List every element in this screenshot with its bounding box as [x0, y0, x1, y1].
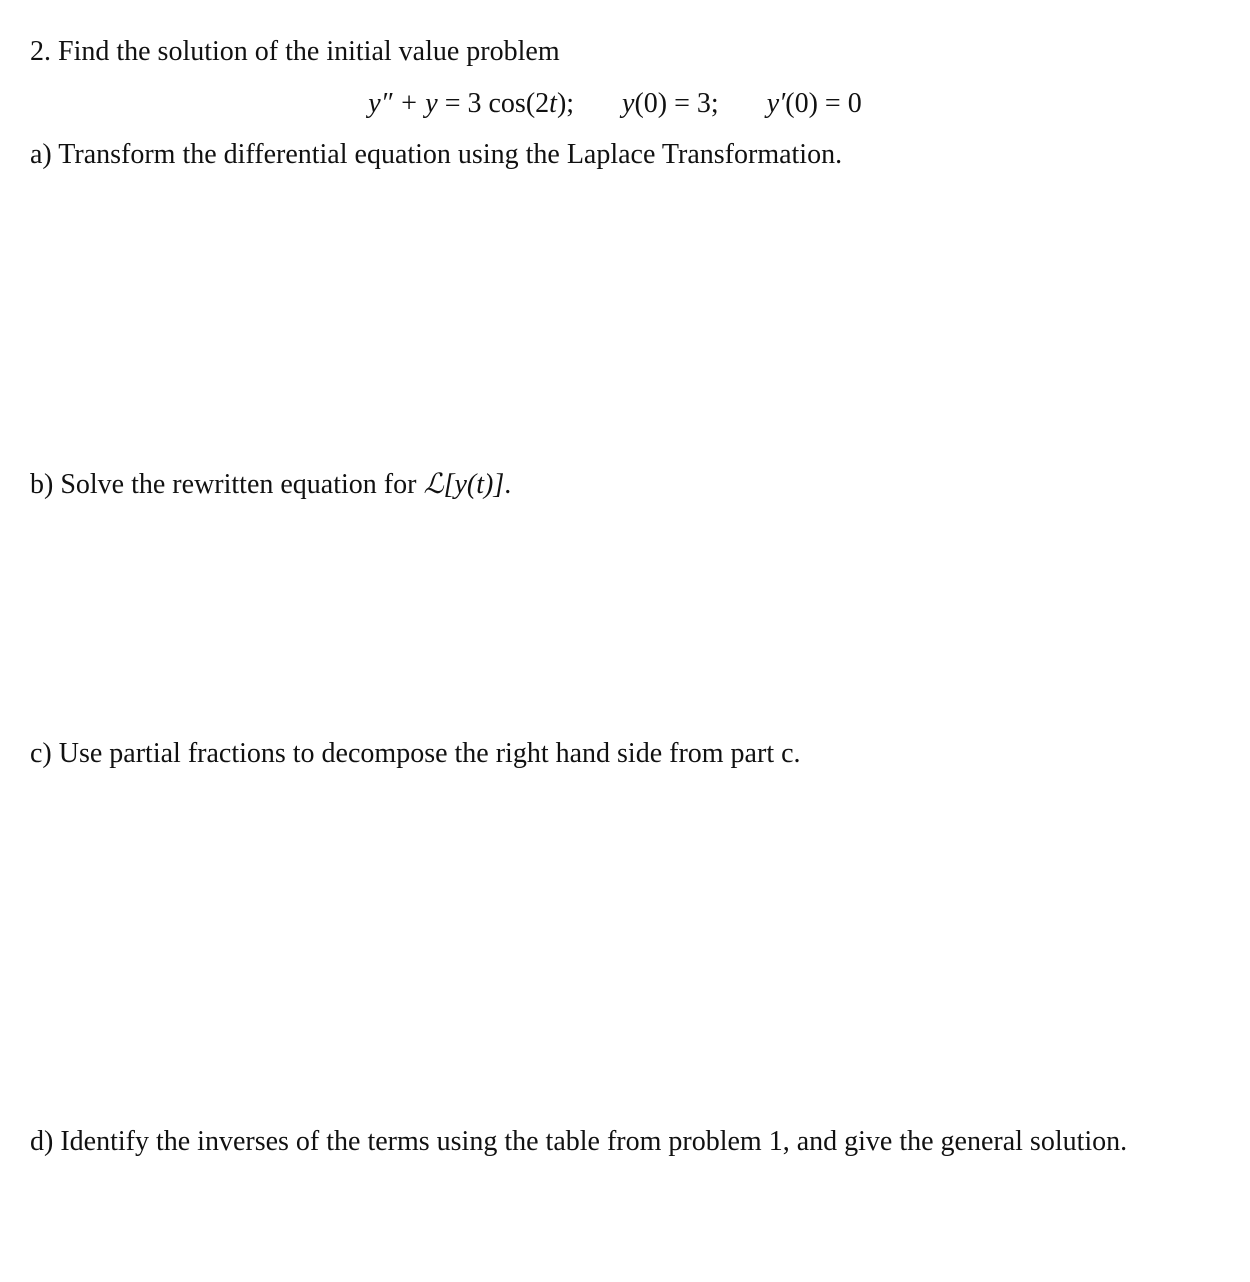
initial-value-equation: [0, 86, 1230, 122]
problem-intro: Find the solution of the initial value problem: [58, 36, 560, 67]
ode-rhs-var: t: [549, 88, 557, 119]
part-d: d) Identify the inverses of the terms using the table from problem 1, and give the general solution.: [30, 1126, 1128, 1157]
ic2-var: y′: [766, 88, 786, 119]
ode-lhs: y″ + y: [368, 88, 438, 119]
problem-number: 2.: [30, 36, 51, 67]
ode-rhs-fn: cos(2: [488, 88, 550, 119]
part-b-prefix: b) Solve the rewritten equation for: [30, 469, 424, 500]
part-b: [30, 466, 511, 503]
ic2-rest: (0) = 0: [785, 88, 862, 119]
laplace-symbol: ℒ: [423, 467, 444, 500]
ode-rhs-end: );: [556, 88, 575, 119]
ic1-rest: (0) = 3;: [634, 88, 719, 119]
ode-rhs-coef: 3: [467, 88, 489, 119]
ode-equals: =: [437, 88, 468, 119]
part-b-suffix: .: [504, 469, 512, 500]
problem-heading: [30, 34, 560, 70]
part-a: a) Transform the differential equation using the Laplace Transformation.: [30, 139, 843, 170]
part-c: c) Use partial fractions to decompose the right hand side from part c.: [30, 738, 801, 769]
ic1-var: y: [622, 88, 635, 119]
laplace-argument: [y(t)]: [443, 469, 505, 500]
